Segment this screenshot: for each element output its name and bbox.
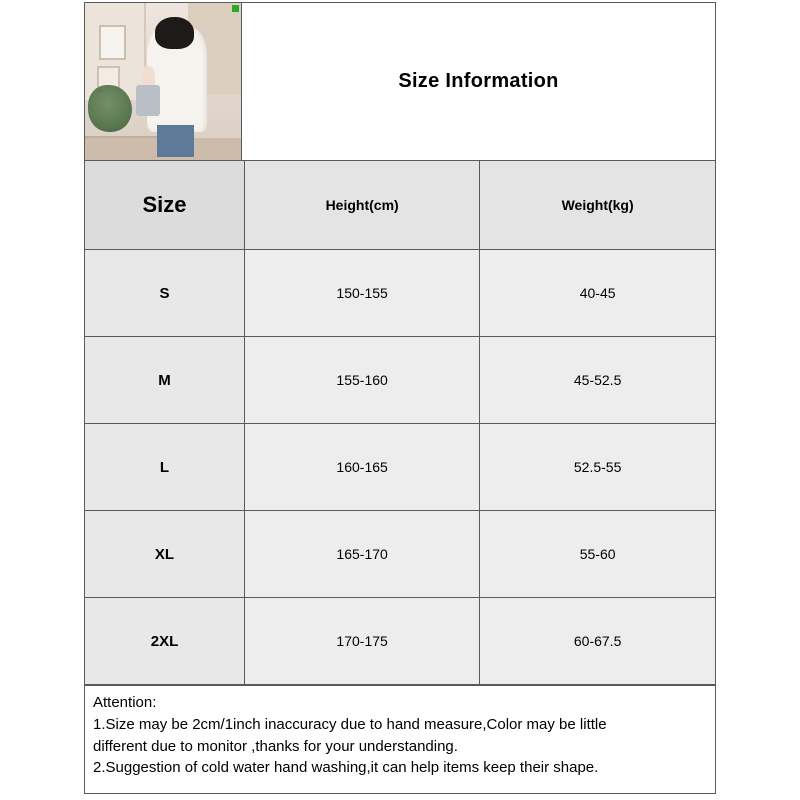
cell-size: M (85, 337, 245, 424)
attention-block (85, 685, 715, 793)
table-row (85, 598, 715, 685)
cell-size: 2XL (85, 598, 245, 685)
attention-line-3: 2.Suggestion of cold water hand washing,it can help items keep their shape. (93, 759, 599, 777)
table-header-row (85, 161, 715, 250)
table-row (85, 511, 715, 598)
cell-weight: 55-60 (480, 511, 715, 598)
table-row (85, 337, 715, 424)
chart-title-cell (242, 3, 715, 160)
column-header-weight: Weight(kg) (480, 161, 715, 250)
attention-heading: Attention: (93, 694, 157, 711)
cell-height: 160-165 (245, 424, 480, 511)
table-row (85, 424, 715, 511)
attention-line-1: 1.Size may be 2cm/1inch inaccuracy due to hand measure,Color may be little (93, 715, 607, 733)
attention-line-2: different due to monitor ,thanks for your understanding. (93, 737, 458, 755)
cell-height: 165-170 (245, 511, 480, 598)
cell-weight: 60-67.5 (480, 598, 715, 685)
photo-picture-frame (99, 25, 126, 60)
cell-height: 155-160 (245, 337, 480, 424)
cell-height: 150-155 (245, 250, 480, 337)
page-title: Size Information (398, 70, 559, 92)
table-row (85, 250, 715, 337)
photo-corner-marker-icon (232, 5, 239, 12)
cell-size: S (85, 250, 245, 337)
size-chart (84, 2, 716, 794)
column-header-size: Size (85, 161, 245, 250)
cell-weight: 40-45 (480, 250, 715, 337)
cell-weight: 45-52.5 (480, 337, 715, 424)
photo-model-jeans (157, 125, 194, 156)
chart-header (85, 3, 715, 161)
column-header-height: Height(cm) (245, 161, 480, 250)
photo-plant (88, 85, 132, 132)
size-table (85, 161, 715, 685)
product-photo (85, 3, 242, 160)
cell-size: XL (85, 511, 245, 598)
cell-height: 170-175 (245, 598, 480, 685)
cell-size: L (85, 424, 245, 511)
cell-weight: 52.5-55 (480, 424, 715, 511)
photo-handbag (136, 85, 159, 116)
photo-model-hair (155, 17, 194, 48)
